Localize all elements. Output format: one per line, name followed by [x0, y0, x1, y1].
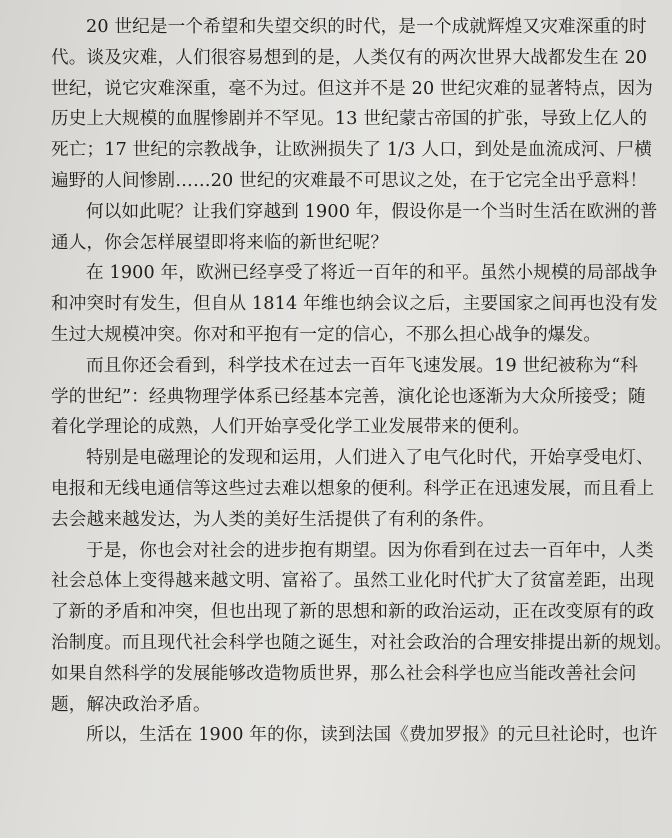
- text-line: 在 1900 年，欧洲已经享受了将近一百年的和平。虽然小规模的局部战争: [86, 263, 658, 284]
- text-line: 所以，生活在 1900 年的你，读到法国《费加罗报》的元旦社论时，也许: [86, 725, 658, 746]
- text-line: 历史上大规模的血腥惨剧并不罕见。13 世纪蒙古帝国的扩张，导致上亿人的: [51, 109, 648, 130]
- paragraph-6: [51, 536, 672, 721]
- text-line: 如果自然科学的发展能够改造物质世界，那么社会科学也应当能改善社会问: [51, 663, 637, 684]
- paragraph-5: [51, 443, 655, 535]
- paragraph-1: [51, 12, 653, 197]
- text-line: 特别是电磁理论的发现和运用，人们进入了电气化时代，开始享受电灯、: [86, 448, 654, 469]
- text-line: 社会总体上变得越来越文明、富裕了。虽然工业化时代扩大了贫富差距，出现: [51, 571, 655, 592]
- text-line: 代。谈及灾难，人们很容易想到的是，人类仅有的两次世界大战都发生在 20: [51, 47, 648, 68]
- text-line: 而且你还会看到，科学技术在过去一百年飞速发展。19 世纪被称为“科: [86, 355, 639, 376]
- paragraph-3: [51, 258, 658, 350]
- text-line: 电报和无线电通信等这些过去难以想象的便利。科学正在迅速发展，而且看上: [51, 478, 655, 499]
- text-line: 通人，你会怎样展望即将来临的新世纪呢？: [51, 232, 389, 253]
- text-line: 题，解决政治矛盾。: [51, 694, 211, 715]
- paragraph-2: [51, 197, 658, 259]
- text-line: 了新的矛盾和冲突，但也出现了新的思想和新的政治运动，正在改变原有的政: [51, 602, 655, 623]
- text-line: 治制度。而且现代社会科学也随之诞生，对社会政治的合理安排提出新的规划。: [51, 632, 672, 653]
- paragraph-4: [51, 351, 646, 443]
- text-line: 何以如此呢？让我们穿越到 1900 年，假设你是一个当时生活在欧洲的普: [86, 201, 658, 222]
- text-line: 着化学理论的成熟，人们开始享受化学工业发展带来的便利。: [51, 417, 531, 438]
- text-line: 和冲突时有发生，但自从 1814 年维也纳会议之后，主要国家之间再也没有发: [51, 294, 658, 315]
- paragraph-7: [51, 720, 658, 751]
- text-line: 去会越来越发达，为人类的美好生活提供了有利的条件。: [51, 509, 495, 530]
- text-line: 遍野的人间惨剧……20 世纪的灾难最不可思议之处，在于它完全出乎意料！: [51, 170, 648, 191]
- text-line: 生过大规模冲突。你对和平抱有一定的信心，不那么担心战争的爆发。: [51, 324, 602, 345]
- text-line: 死亡；17 世纪的宗教战争，让欧洲损失了 1/3 人口，到处是血流成河、尸横: [51, 140, 652, 161]
- text-line: 学的世纪”：经典物理学体系已经基本完善，演化论也逐渐为大众所接受；随: [51, 386, 646, 407]
- text-line: 于是，你也会对社会的进步抱有期望。因为你看到在过去一百年中，人类: [86, 540, 654, 561]
- text-line: 世纪，说它灾难深重，毫不为过。但这并不是 20 世纪灾难的显著特点，因为: [51, 78, 653, 99]
- text-line: 20 世纪是一个希望和失望交织的时代，是一个成就辉煌又灾难深重的时: [86, 17, 647, 37]
